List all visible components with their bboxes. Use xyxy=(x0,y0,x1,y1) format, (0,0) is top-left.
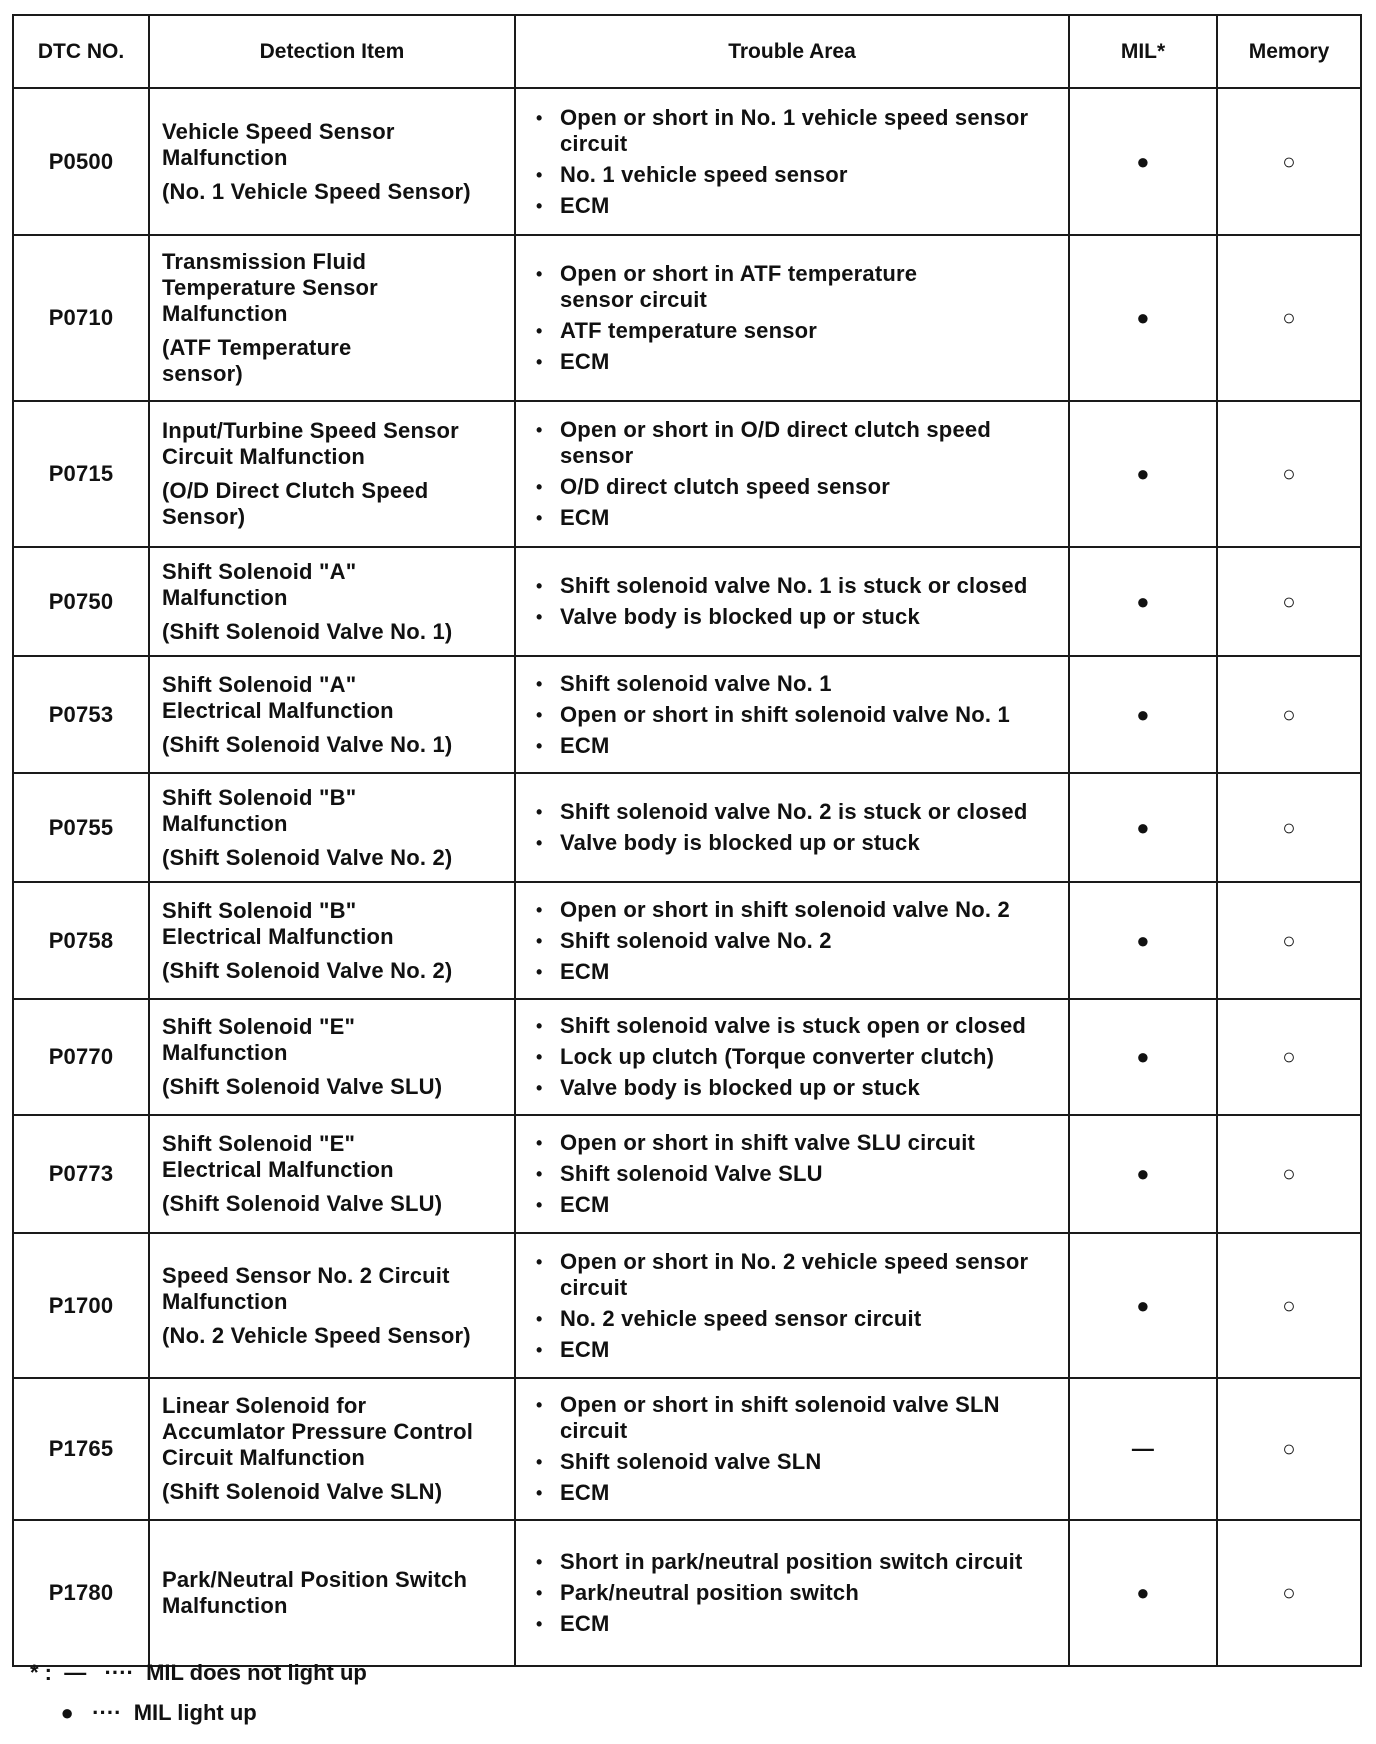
mil-on-icon: ● xyxy=(1069,235,1217,401)
trouble-list-item: • ATF temperature sensor xyxy=(532,318,1058,344)
detection-item xyxy=(149,773,515,882)
table-row xyxy=(13,1233,1361,1378)
trouble-area xyxy=(515,88,1069,235)
detection-item xyxy=(149,235,515,401)
trouble-list-item: • Open or short in shift solenoid valve SLN circuit xyxy=(532,1392,1058,1444)
trouble-area xyxy=(515,999,1069,1115)
detection-item-component: (Shift Solenoid Valve No. 1) xyxy=(162,731,453,757)
memory-icon: ○ xyxy=(1217,88,1361,235)
memory-icon: ○ xyxy=(1217,547,1361,656)
dtc-code: P1700 xyxy=(13,1233,149,1378)
trouble-list xyxy=(532,105,1058,219)
mil-on-icon: ● xyxy=(1069,999,1217,1115)
mil-on-icon: ● xyxy=(1069,401,1217,547)
trouble-list-item: • Shift solenoid valve No. 1 is stuck or closed xyxy=(532,573,1058,599)
detection-item-title: Shift Solenoid "A" Electrical Malfunction xyxy=(162,671,394,723)
memory-icon: ○ xyxy=(1217,1115,1361,1233)
detection-item-component: (O/D Direct Clutch Speed Sensor) xyxy=(162,478,429,529)
detection-item xyxy=(149,1233,515,1378)
header-row xyxy=(13,15,1361,88)
detection-item xyxy=(149,401,515,547)
trouble-list xyxy=(532,573,1058,630)
mil-on-icon: ● xyxy=(1069,88,1217,235)
trouble-list-item: • Open or short in shift solenoid valve No. 1 xyxy=(532,702,1058,728)
memory-icon: ○ xyxy=(1217,401,1361,547)
trouble-list-item: • ECM xyxy=(532,193,1058,219)
trouble-list-item: • Valve body is blocked up or stuck xyxy=(532,830,1058,856)
detection-item-title: Speed Sensor No. 2 Circuit Malfunction xyxy=(162,1262,450,1314)
dtc-code: P1765 xyxy=(13,1378,149,1520)
dtc-code: P0710 xyxy=(13,235,149,401)
trouble-area xyxy=(515,547,1069,656)
mil-on-icon: ● xyxy=(1069,547,1217,656)
detection-item-component: (ATF Temperature sensor) xyxy=(162,335,352,386)
dtc-table xyxy=(12,14,1362,1667)
trouble-list xyxy=(532,417,1058,531)
memory-icon: ○ xyxy=(1217,773,1361,882)
trouble-list xyxy=(532,1392,1058,1506)
detection-item-component: (Shift Solenoid Valve No. 2) xyxy=(162,957,453,983)
trouble-list-item: • Valve body is blocked up or stuck xyxy=(532,604,1058,630)
detection-item xyxy=(149,999,515,1115)
detection-item-title: Vehicle Speed Sensor Malfunction xyxy=(162,118,395,170)
dtc-code: P0773 xyxy=(13,1115,149,1233)
mil-on-icon: ● xyxy=(1069,1520,1217,1666)
trouble-area xyxy=(515,1520,1069,1666)
trouble-area xyxy=(515,1233,1069,1378)
memory-icon: ○ xyxy=(1217,1520,1361,1666)
mil-on-icon: ● xyxy=(1069,1115,1217,1233)
mil-on-icon: ● xyxy=(1069,773,1217,882)
detection-item xyxy=(149,1115,515,1233)
trouble-list-item: • ECM xyxy=(532,1611,1058,1637)
detection-item-title: Shift Solenoid "B" Malfunction xyxy=(162,784,357,836)
detection-item-title: Park/Neutral Position Switch Malfunction xyxy=(162,1567,468,1618)
trouble-area xyxy=(515,401,1069,547)
trouble-list-item: • Shift solenoid valve No. 1 xyxy=(532,671,1058,697)
trouble-list-item: • Park/neutral position switch xyxy=(532,1580,1058,1606)
header-trouble-area: Trouble Area xyxy=(515,15,1069,88)
dtc-code: P0750 xyxy=(13,547,149,656)
memory-icon: ○ xyxy=(1217,882,1361,999)
table-row xyxy=(13,547,1361,656)
memory-icon: ○ xyxy=(1217,235,1361,401)
legend-mil-off: * : — ···· MIL does not light up xyxy=(30,1660,367,1685)
mil-on-icon: ● xyxy=(1069,882,1217,999)
mil-on-icon: ● xyxy=(1069,1233,1217,1378)
trouble-list xyxy=(532,799,1058,856)
detection-item-component: (No. 1 Vehicle Speed Sensor) xyxy=(162,178,471,204)
detection-item-title: Shift Solenoid "E" Electrical Malfunction xyxy=(162,1131,394,1182)
trouble-list-item: • Open or short in No. 1 vehicle speed sensor circuit xyxy=(532,105,1058,157)
trouble-list xyxy=(532,671,1058,759)
detection-item-title: Transmission Fluid Temperature Sensor Malfunction xyxy=(162,249,378,326)
detection-item-component: (Shift Solenoid Valve SLU) xyxy=(162,1191,443,1216)
table-row xyxy=(13,1378,1361,1520)
header-dtc-no: DTC NO. xyxy=(13,15,149,88)
trouble-list-item: • Shift solenoid Valve SLU xyxy=(532,1161,1058,1187)
table-row xyxy=(13,882,1361,999)
trouble-area xyxy=(515,1378,1069,1520)
trouble-list-item: • Short in park/neutral position switch circuit xyxy=(532,1549,1058,1575)
trouble-list-item: • Open or short in shift solenoid valve No. 2 xyxy=(532,897,1058,923)
header-mil: MIL* xyxy=(1069,15,1217,88)
trouble-list-item: • No. 1 vehicle speed sensor xyxy=(532,162,1058,188)
header-memory: Memory xyxy=(1217,15,1361,88)
trouble-list-item: • Open or short in ATF temperature sensor circuit xyxy=(532,261,1058,313)
detection-item-component: (Shift Solenoid Valve No. 2) xyxy=(162,844,453,870)
detection-item-component: (Shift Solenoid Valve SLN) xyxy=(162,1479,443,1504)
dtc-code: P0715 xyxy=(13,401,149,547)
trouble-list-item: • Open or short in shift valve SLU circuit xyxy=(532,1130,1058,1156)
dtc-code: P0758 xyxy=(13,882,149,999)
detection-item xyxy=(149,1520,515,1666)
trouble-area xyxy=(515,773,1069,882)
dtc-code: P0755 xyxy=(13,773,149,882)
memory-icon: ○ xyxy=(1217,999,1361,1115)
trouble-area xyxy=(515,235,1069,401)
detection-item xyxy=(149,88,515,235)
trouble-area xyxy=(515,1115,1069,1233)
trouble-list-item: • ECM xyxy=(532,959,1058,985)
dtc-code: P0753 xyxy=(13,656,149,773)
trouble-list xyxy=(532,897,1058,985)
trouble-list-item: • Lock up clutch (Torque converter clutch) xyxy=(532,1044,1058,1070)
trouble-area xyxy=(515,656,1069,773)
trouble-list-item: • ECM xyxy=(532,505,1058,531)
table-row xyxy=(13,1115,1361,1233)
trouble-list-item: • O/D direct clutch speed sensor xyxy=(532,474,1058,500)
table-row xyxy=(13,1520,1361,1666)
trouble-list-item: • Shift solenoid valve No. 2 is stuck or closed xyxy=(532,799,1058,825)
header-detection-item: Detection Item xyxy=(149,15,515,88)
trouble-list-item: • No. 2 vehicle speed sensor circuit xyxy=(532,1306,1058,1332)
table-body xyxy=(13,88,1361,1666)
detection-item xyxy=(149,656,515,773)
dtc-code: P1780 xyxy=(13,1520,149,1666)
detection-item xyxy=(149,547,515,656)
detection-item-component: (No. 2 Vehicle Speed Sensor) xyxy=(162,1322,471,1348)
trouble-area xyxy=(515,882,1069,999)
detection-item-component: (Shift Solenoid Valve No. 1) xyxy=(162,618,453,644)
table-row xyxy=(13,235,1361,401)
detection-item-component: (Shift Solenoid Valve SLU) xyxy=(162,1074,443,1099)
trouble-list-item: • ECM xyxy=(532,1337,1058,1363)
detection-item-title: Shift Solenoid "B" Electrical Malfunction xyxy=(162,897,394,949)
trouble-list-item: • Open or short in O/D direct clutch speed sensor xyxy=(532,417,1058,469)
trouble-list xyxy=(532,1013,1058,1101)
mil-off-icon: — xyxy=(1069,1378,1217,1520)
dtc-code: P0770 xyxy=(13,999,149,1115)
detection-item-title: Shift Solenoid "E" Malfunction xyxy=(162,1014,356,1065)
detection-item-title: Linear Solenoid for Accumlator Pressure Control Circuit Malfunction xyxy=(162,1393,474,1470)
trouble-list xyxy=(532,261,1058,375)
detection-item-title: Shift Solenoid "A" Malfunction xyxy=(162,558,357,610)
memory-icon: ○ xyxy=(1217,656,1361,773)
trouble-list-item: • Shift solenoid valve No. 2 xyxy=(532,928,1058,954)
memory-icon: ○ xyxy=(1217,1233,1361,1378)
detection-item xyxy=(149,882,515,999)
trouble-list-item: • ECM xyxy=(532,733,1058,759)
legend-mil-on: ● ···· MIL light up xyxy=(30,1700,257,1725)
table-row xyxy=(13,401,1361,547)
trouble-list-item: • ECM xyxy=(532,1480,1058,1506)
trouble-list-item: • ECM xyxy=(532,349,1058,375)
trouble-list-item: • Shift solenoid valve is stuck open or closed xyxy=(532,1013,1058,1039)
trouble-list-item: • Open or short in No. 2 vehicle speed sensor circuit xyxy=(532,1249,1058,1301)
memory-icon: ○ xyxy=(1217,1378,1361,1520)
trouble-list xyxy=(532,1249,1058,1363)
trouble-list xyxy=(532,1130,1058,1218)
dtc-code: P0500 xyxy=(13,88,149,235)
trouble-list-item: • Shift solenoid valve SLN xyxy=(532,1449,1058,1475)
table-row xyxy=(13,656,1361,773)
detection-item-title: Input/Turbine Speed Sensor Circuit Malfunction xyxy=(162,418,459,469)
trouble-list xyxy=(532,1549,1058,1637)
trouble-list-item: • ECM xyxy=(532,1192,1058,1218)
mil-on-icon: ● xyxy=(1069,656,1217,773)
table-row xyxy=(13,88,1361,235)
table-row xyxy=(13,999,1361,1115)
table-row xyxy=(13,773,1361,882)
trouble-list-item: • Valve body is blocked up or stuck xyxy=(532,1075,1058,1101)
detection-item xyxy=(149,1378,515,1520)
